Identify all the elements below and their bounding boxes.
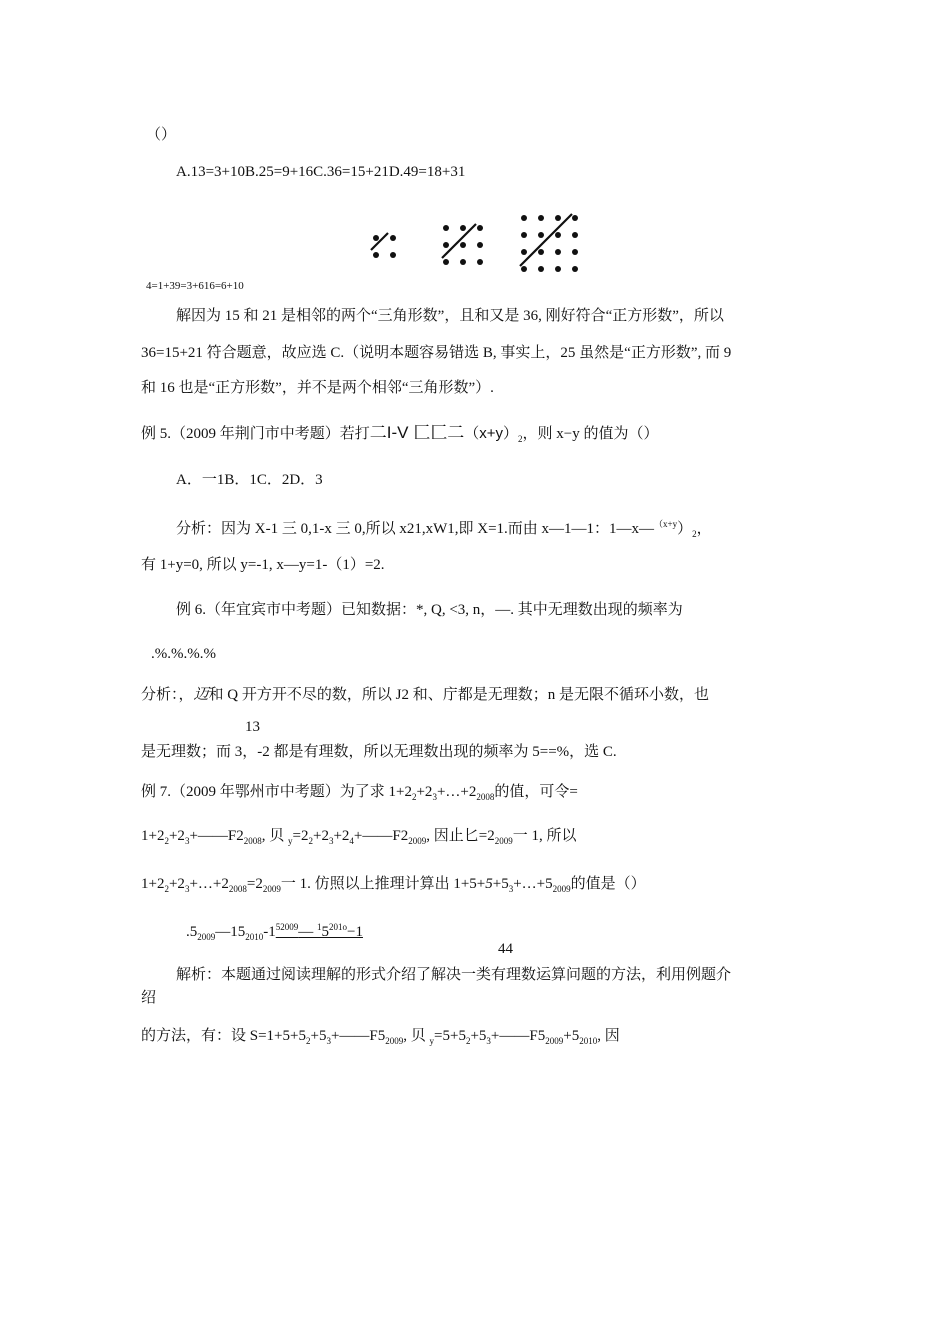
t: 201o <box>329 922 347 932</box>
t: 的值是（） <box>570 876 646 892</box>
example-7-question-1 <box>141 782 578 807</box>
analysis-5-line-2: 有 1+y=0, 所以 y=-1, x—y=1-（1）=2. <box>141 557 385 573</box>
t: 1+2 <box>141 876 165 892</box>
t: 的值，可令= <box>494 784 578 800</box>
ana5-sub: 2 <box>692 529 697 539</box>
fraction-numerator-13: 13 <box>245 719 260 735</box>
example-6-question: 例 6.（年宜宾市中考题）已知数据：*, Q, <3, n，—. 其中无理数出现的频率为 <box>176 602 683 618</box>
t: =5+5 <box>434 1028 466 1044</box>
analysis-6-line-1 <box>141 685 709 705</box>
ana5-text-b: ） <box>677 521 693 537</box>
options-line: A.13=3+10B.25=9+16C.36=15+21D.49=18+31 <box>176 164 466 180</box>
t: 2009 <box>385 1036 404 1046</box>
t: 的方法，有：设 S=1+5+5 <box>141 1028 306 1044</box>
t: 3 <box>184 884 190 894</box>
dot-figure-square-4 <box>366 228 400 262</box>
t: 2008 <box>243 836 262 846</box>
analysis-7-line-2 <box>141 1026 620 1051</box>
ex5-sub: 2 <box>517 434 523 444</box>
t: 2009 <box>552 884 571 894</box>
t: +5 <box>310 1028 327 1044</box>
t: 2010 <box>245 932 264 942</box>
t: 2008 <box>228 884 247 894</box>
t: y <box>429 1036 435 1046</box>
denominator-44: 44 <box>498 941 513 957</box>
t: +…+2 <box>436 784 477 800</box>
ex5-text-c: （x+y） <box>464 425 518 442</box>
t: .5 <box>186 924 198 940</box>
t: 1 <box>317 922 322 932</box>
t: —15 <box>215 924 246 940</box>
ana6-text-c: 和 Q 开方开不尽的数，所以 J2 和、庁都是无理数；n 是无限不循环小数，也 <box>208 687 709 703</box>
t: , 贝 <box>403 1028 430 1044</box>
ana5-text-c: ， <box>696 521 712 537</box>
t: 3 <box>508 884 514 894</box>
t: +…+2 <box>189 876 229 892</box>
t: 2009 <box>545 1036 564 1046</box>
t: −1 <box>347 924 363 940</box>
solution-line-3: 和 16 也是“正方形数”，并不是两个相邻“三角形数”）. <box>141 380 494 396</box>
t: +——F2 <box>189 828 244 844</box>
t: 3 <box>184 836 190 846</box>
analysis-5-line-1 <box>176 514 712 544</box>
t: +——F5 <box>330 1028 386 1044</box>
solution-line-1: 解因为 15 和 21 是相邻的两个“三角形数”，且和又是 36, 刚好符合“正方形数”，所以 <box>176 308 724 324</box>
t: 一 1, 所以 <box>512 828 577 844</box>
example-7-question-3 <box>141 874 646 899</box>
t: 5 <box>485 876 493 892</box>
analysis-6-line-2: 是无理数；而 3，-2 都是有理数，所以无理数出现的频率为 5==%，选 C. <box>141 744 617 760</box>
t: 一 1. 仿照以上推理计算出 1+5+ <box>280 876 486 892</box>
t: 2009 <box>197 932 216 942</box>
t: -1 <box>263 924 276 940</box>
t: 2008 <box>476 792 495 802</box>
t: , 因 <box>597 1028 620 1044</box>
t: +2 <box>168 828 185 844</box>
t: 1+2 <box>141 828 165 844</box>
ana5-sup: （x+y <box>654 519 678 529</box>
t: 3 <box>432 792 437 802</box>
t: 2010 <box>579 1036 598 1046</box>
t: , 因止匕=2 <box>426 828 495 844</box>
ana6-text-a: 分析：， <box>141 687 194 703</box>
t: 4 <box>349 836 354 846</box>
t: +…+5 <box>513 876 553 892</box>
t: +2 <box>168 876 185 892</box>
t: +2 <box>312 828 329 844</box>
t: 2 <box>164 836 169 846</box>
t: 2009 <box>494 836 513 846</box>
example-5-options: A．一1B．1C．2D．3 <box>176 472 323 488</box>
t: 2 <box>465 1036 471 1046</box>
t: y <box>288 836 293 846</box>
t: 2 <box>411 792 417 802</box>
t: =2 <box>292 828 309 844</box>
t: 例 7.（2009 年鄂州市中考题）为了求 1+2 <box>141 784 412 800</box>
t: +2 <box>416 784 433 800</box>
t: 2009 <box>408 836 427 846</box>
analysis-7-line-1: 解析：本题通过阅读理解的形式介绍了解决一类有理数运算问题的方法，利用例题介 <box>176 967 732 983</box>
t: 52009 <box>275 922 299 932</box>
t: 2009 <box>262 884 281 894</box>
paren-blank: （） <box>146 127 177 143</box>
ana6-italic: 迈 <box>193 687 209 703</box>
dot-figure-square-16 <box>516 210 586 280</box>
t: +5 <box>492 876 509 892</box>
t: , 贝 <box>261 828 289 844</box>
t: +2 <box>333 828 350 844</box>
t: 3 <box>328 836 334 846</box>
t: 3 <box>326 1036 331 1046</box>
t: +5 <box>563 1028 580 1044</box>
example-5-question <box>141 423 658 449</box>
t: +——F2 <box>353 828 409 844</box>
example-7-options <box>186 917 363 947</box>
t: 2 <box>305 1036 311 1046</box>
solution-line-2: 36=15+21 符合题意，故应选 C.（说明本题容易错选 B, 事实上，25 虽然是“正方形数”, 而 9 <box>141 345 732 361</box>
t: +5 <box>470 1028 487 1044</box>
ana5-text-a: 分析：因为 X-1 三 0,1-x 三 0,所以 x21,xW1,即 X=1.而由 x—1—1：1—x— <box>176 521 655 537</box>
example-7-question-2 <box>141 826 576 851</box>
dot-figure-square-9 <box>438 220 488 270</box>
t: 2 <box>164 884 169 894</box>
t: 5 <box>321 924 329 940</box>
ex5-text-a: 例 5.（2009 年荆门市中考题）若打 <box>141 426 370 442</box>
t: +——F5 <box>490 1028 546 1044</box>
figure-caption: 4=1+39=3+616=6+10 <box>146 280 244 292</box>
ex5-garbled: 二I-V 匚匚二 <box>369 423 465 442</box>
example-6-options: .%.%.%.% <box>151 646 216 662</box>
t: 2 <box>308 836 313 846</box>
ex5-text-d: ，则 x−y 的值为（） <box>522 426 659 442</box>
t: =2 <box>246 876 263 892</box>
t: 3 <box>486 1036 491 1046</box>
analysis-7-line-1-wrap: 绍 <box>141 990 157 1006</box>
t: — <box>298 924 317 940</box>
